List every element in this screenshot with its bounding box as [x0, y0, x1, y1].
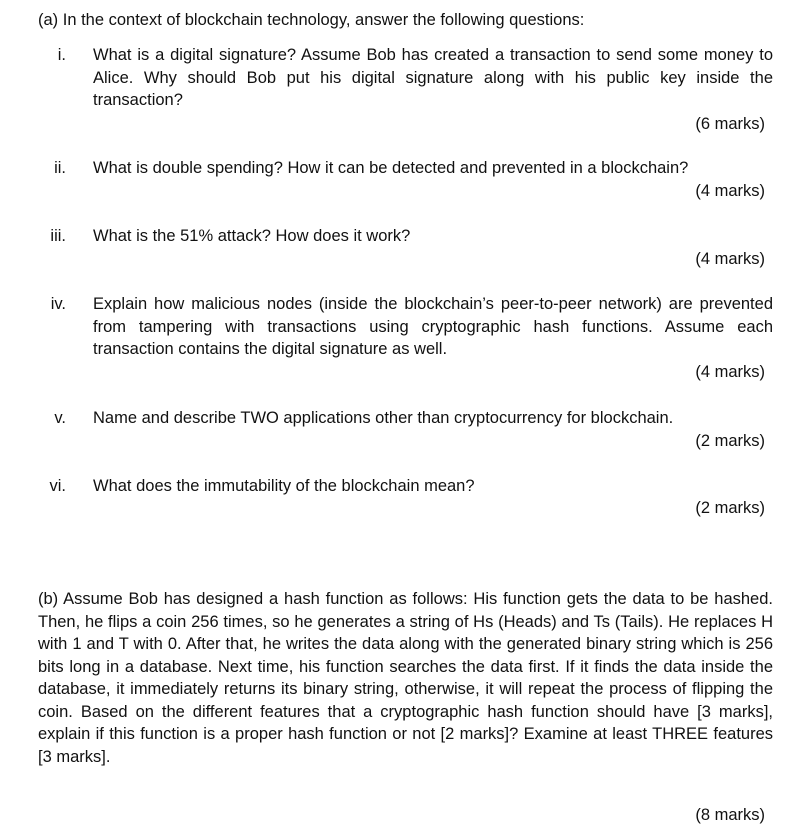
question-number: v.	[54, 409, 66, 427]
question-text: What does the immutability of the blockchain mean?	[93, 477, 475, 495]
question-marks: (2 marks)	[695, 499, 765, 517]
question-marks: (4 marks)	[695, 363, 765, 381]
part-b-paragraph: (b) Assume Bob has designed a hash function as follows: His function gets the data to be hashed. Then, he flips a coin 256 times, so he generates a string of Hs (Heads) and Ts (Tails). He replaces H with 1 and T with 0. After that, he writes the data along with the generated binary string which is 256 bits long in a database. Next time, his function searches the data first. If it finds the data inside the database, it immediately returns its binary string, otherwise, it will repeat the process of flipping the coin. Based on the different features that a cryptographic hash function should have [3 marks], explain if this function is a proper hash function or not [2 marks]? Examine at least THREE features [3 marks].	[38, 590, 773, 766]
question-text: Explain how malicious nodes (inside the blockchain’s peer-to-peer network) are prevented from tampering with transactions using cryptographic hash functions. Assume each transaction contains the digital signature as well.	[93, 295, 773, 358]
part-a-heading: (a) In the context of blockchain technology, answer the following questions:	[38, 11, 585, 29]
question-number: vi.	[49, 477, 66, 495]
question-text: What is the 51% attack? How does it work?	[93, 227, 411, 245]
question-marks: (6 marks)	[695, 115, 765, 133]
question-number: ii.	[54, 159, 66, 177]
question-number: iv.	[50, 295, 66, 313]
question-number: iii.	[50, 227, 66, 245]
question-text: Name and describe TWO applications other than cryptocurrency for blockchain.	[93, 409, 674, 427]
part-b-marks: (8 marks)	[695, 806, 765, 824]
question-marks: (2 marks)	[695, 432, 765, 450]
question-marks: (4 marks)	[695, 182, 765, 200]
question-marks: (4 marks)	[695, 250, 765, 268]
question-text: What is a digital signature? Assume Bob has created a transaction to send some money to Alice. Why should Bob put his digital signature along with his public key inside the transaction?	[93, 46, 773, 109]
question-text: What is double spending? How it can be detected and prevented in a blockchain?	[93, 159, 689, 177]
question-number: i.	[57, 46, 66, 64]
